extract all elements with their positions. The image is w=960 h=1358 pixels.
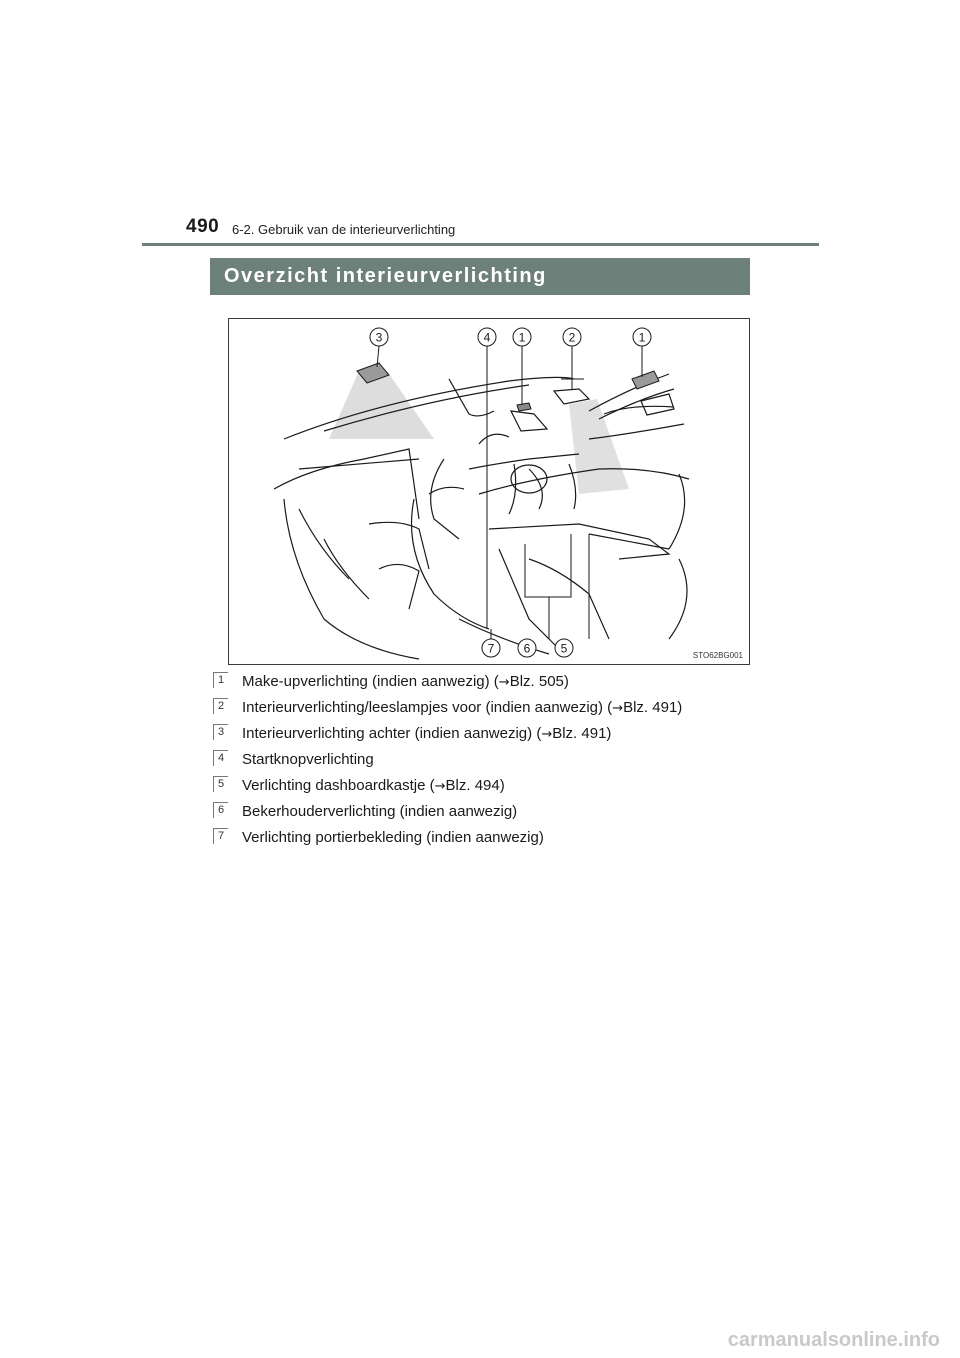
figure-code: STO62BG001	[692, 651, 743, 660]
item-number: 6	[213, 802, 228, 818]
item-number: 4	[213, 750, 228, 766]
arrow-icon: →	[612, 701, 624, 716]
item-text: Make-upverlichting (indien aanwezig) (	[242, 673, 499, 690]
list-item	[213, 724, 773, 750]
list-item	[213, 776, 773, 802]
item-text: Verlichting dashboardkastje (	[242, 777, 435, 794]
callout-7: 7	[487, 641, 495, 656]
section-breadcrumb: 6-2. Gebruik van de interieurverlichting	[232, 222, 456, 237]
callout-1-left: 1	[518, 330, 526, 345]
callout-3: 3	[375, 330, 383, 345]
list-item	[213, 802, 773, 828]
arrow-icon: →	[498, 675, 510, 690]
item-number: 5	[213, 776, 228, 792]
header-divider	[142, 243, 819, 246]
page-ref-link[interactable]: Blz. 491)	[552, 725, 612, 742]
page-ref-link[interactable]: Blz. 505)	[509, 673, 569, 690]
callout-2: 2	[568, 330, 576, 345]
page-number: 490	[186, 216, 220, 237]
item-number: 7	[213, 828, 228, 844]
arrow-icon: →	[434, 779, 446, 794]
page-ref-link[interactable]: Blz. 491)	[623, 699, 683, 716]
list-item	[213, 672, 773, 698]
callout-1-right: 1	[638, 330, 646, 345]
item-text: Interieurverlichting achter (indien aanwezig) (	[242, 725, 542, 742]
section-title: Overzicht interieurverlichting	[210, 258, 750, 295]
item-text: Interieurverlichting/leeslampjes voor (indien aanwezig) (	[242, 699, 613, 716]
callout-6: 6	[523, 641, 531, 656]
item-text: Verlichting portierbekleding (indien aanwezig)	[242, 829, 544, 846]
item-number: 3	[213, 724, 228, 740]
list-item	[213, 750, 773, 776]
arrow-icon: →	[541, 727, 553, 742]
interior-lighting-figure	[228, 318, 750, 665]
page-ref-link[interactable]: Blz. 494)	[445, 777, 505, 794]
item-number: 2	[213, 698, 228, 714]
watermark: carmanualsonline.info	[727, 1329, 940, 1351]
item-text: Bekerhouderverlichting (indien aanwezig)	[242, 803, 518, 820]
list-item	[213, 698, 773, 724]
item-text: Startknopverlichting	[242, 751, 374, 768]
callout-4: 4	[483, 330, 491, 345]
list-item	[213, 828, 773, 854]
item-number: 1	[213, 672, 228, 688]
car-interior-illustration	[229, 319, 751, 666]
legend-list	[213, 672, 773, 854]
callout-5: 5	[560, 641, 568, 656]
